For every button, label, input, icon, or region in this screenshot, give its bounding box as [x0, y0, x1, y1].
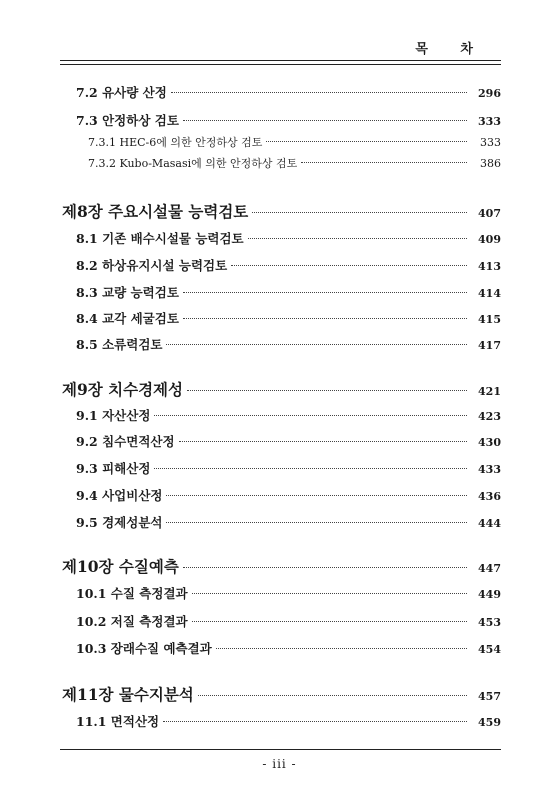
toc-entry — [76, 639, 501, 657]
toc-leader — [187, 390, 467, 391]
toc-entry-label: 7.3.2 Kubo-Masasi에 의한 안정하상 검토 — [88, 157, 298, 170]
toc-leader — [183, 567, 467, 568]
toc-leader — [166, 495, 467, 496]
toc-entry-page: 430 — [478, 436, 501, 449]
toc-leader — [171, 92, 467, 93]
page-number: - iii - — [262, 757, 297, 771]
toc-entry-label: 7.3.1 HEC-6에 의한 안정하상 검토 — [88, 136, 263, 149]
toc-leader — [183, 318, 467, 319]
toc-leader — [252, 212, 467, 213]
toc-chapter-entry — [62, 200, 501, 222]
toc-leader — [266, 141, 467, 142]
toc-entry — [76, 612, 501, 630]
toc-leader — [192, 593, 467, 594]
toc-entry-label: 9.4 사업비산정 — [76, 488, 163, 503]
toc-entry-page: 296 — [478, 87, 501, 100]
toc-entry-label: 9.1 자산산정 — [76, 408, 151, 423]
toc-entry-page: 417 — [478, 339, 501, 352]
toc-leader — [183, 120, 467, 121]
toc-entry — [76, 111, 501, 129]
toc-entry-label: 7.3 안정하상 검토 — [76, 113, 179, 128]
toc-entry — [76, 309, 501, 327]
toc-entry-page: 449 — [478, 588, 501, 601]
toc-entry-page: 333 — [480, 136, 501, 149]
toc-leader — [179, 441, 467, 442]
toc-leader — [216, 648, 467, 649]
toc-entry — [76, 432, 501, 450]
header-rule-bottom — [60, 64, 501, 65]
toc-entry — [88, 155, 501, 171]
toc-leader — [166, 522, 467, 523]
toc-leader — [183, 292, 467, 293]
toc-entry-label: 8.1 기존 배수시설물 능력검토 — [76, 231, 244, 246]
toc-leader — [163, 721, 467, 722]
toc-entry — [88, 134, 501, 150]
toc-leader — [248, 238, 467, 239]
toc-entry — [76, 513, 501, 531]
toc-leader — [301, 162, 467, 163]
toc-entry-label: 8.4 교각 세굴검토 — [76, 311, 179, 326]
toc-entry — [76, 83, 501, 101]
toc-entry-page: 409 — [478, 233, 501, 246]
toc-entry-page: 454 — [478, 643, 501, 656]
toc-entry-label: 제8장 주요시설물 능력검토 — [62, 202, 249, 221]
toc-entry-label: 제11장 물수지분석 — [62, 685, 194, 704]
toc-entry-label: 제10장 수질예측 — [62, 557, 179, 576]
toc-entry-page: 457 — [478, 690, 501, 703]
toc-chapter-entry — [62, 555, 501, 577]
toc-entry-page: 414 — [478, 287, 501, 300]
toc-entry — [76, 229, 501, 247]
toc-leader — [231, 265, 467, 266]
toc-entry-page: 436 — [478, 490, 501, 503]
toc-entry-label: 9.2 침수면적산정 — [76, 434, 175, 449]
toc-leader — [166, 344, 467, 345]
toc-entry-label: 10.1 수질 측정결과 — [76, 586, 188, 601]
toc-entry-page: 407 — [478, 207, 501, 220]
toc-chapter-entry — [62, 378, 501, 400]
toc-entry — [76, 459, 501, 477]
toc-entry-label: 9.5 경제성분석 — [76, 515, 163, 530]
toc-leader — [192, 621, 467, 622]
toc-entry-page: 459 — [478, 716, 501, 729]
toc-entry-page: 447 — [478, 562, 501, 575]
toc-leader — [154, 415, 467, 416]
footer-rule — [60, 749, 501, 750]
toc-entry-page: 421 — [478, 385, 501, 398]
toc-entry-label: 11.1 면적산정 — [76, 714, 160, 729]
toc-entry-label: 10.2 저질 측정결과 — [76, 614, 188, 629]
toc-entry-page: 415 — [478, 313, 501, 326]
toc-entry-page: 433 — [478, 463, 501, 476]
toc-entry-label: 제9장 치수경제성 — [62, 380, 183, 399]
toc-leader — [198, 695, 467, 696]
header-rule-top — [60, 60, 501, 61]
toc-entry-page: 333 — [478, 115, 501, 128]
toc-entry — [76, 486, 501, 504]
toc-entry-label: 8.2 하상유지시설 능력검토 — [76, 258, 228, 273]
toc-entry-label: 10.3 장래수질 예측결과 — [76, 641, 212, 656]
toc-entry-page: 423 — [478, 410, 501, 423]
toc-leader — [154, 468, 467, 469]
toc-entry — [76, 256, 501, 274]
toc-entry-page: 413 — [478, 260, 501, 273]
toc-entry — [76, 712, 501, 730]
toc-entry-page: 386 — [480, 157, 501, 170]
toc-chapter-entry — [62, 683, 501, 705]
toc-entry — [76, 283, 501, 301]
toc-entry — [76, 584, 501, 602]
page-header-title: 목 차 — [415, 42, 487, 57]
toc-entry-label: 9.3 피해산정 — [76, 461, 151, 476]
toc-entry — [76, 335, 501, 353]
toc-entry — [76, 406, 501, 424]
toc-entry-label: 8.5 소류력검토 — [76, 337, 163, 352]
toc-entry-page: 444 — [478, 517, 501, 530]
toc-entry-label: 7.2 유사량 산정 — [76, 85, 167, 100]
toc-entry-label: 8.3 교량 능력검토 — [76, 285, 179, 300]
toc-entry-page: 453 — [478, 616, 501, 629]
